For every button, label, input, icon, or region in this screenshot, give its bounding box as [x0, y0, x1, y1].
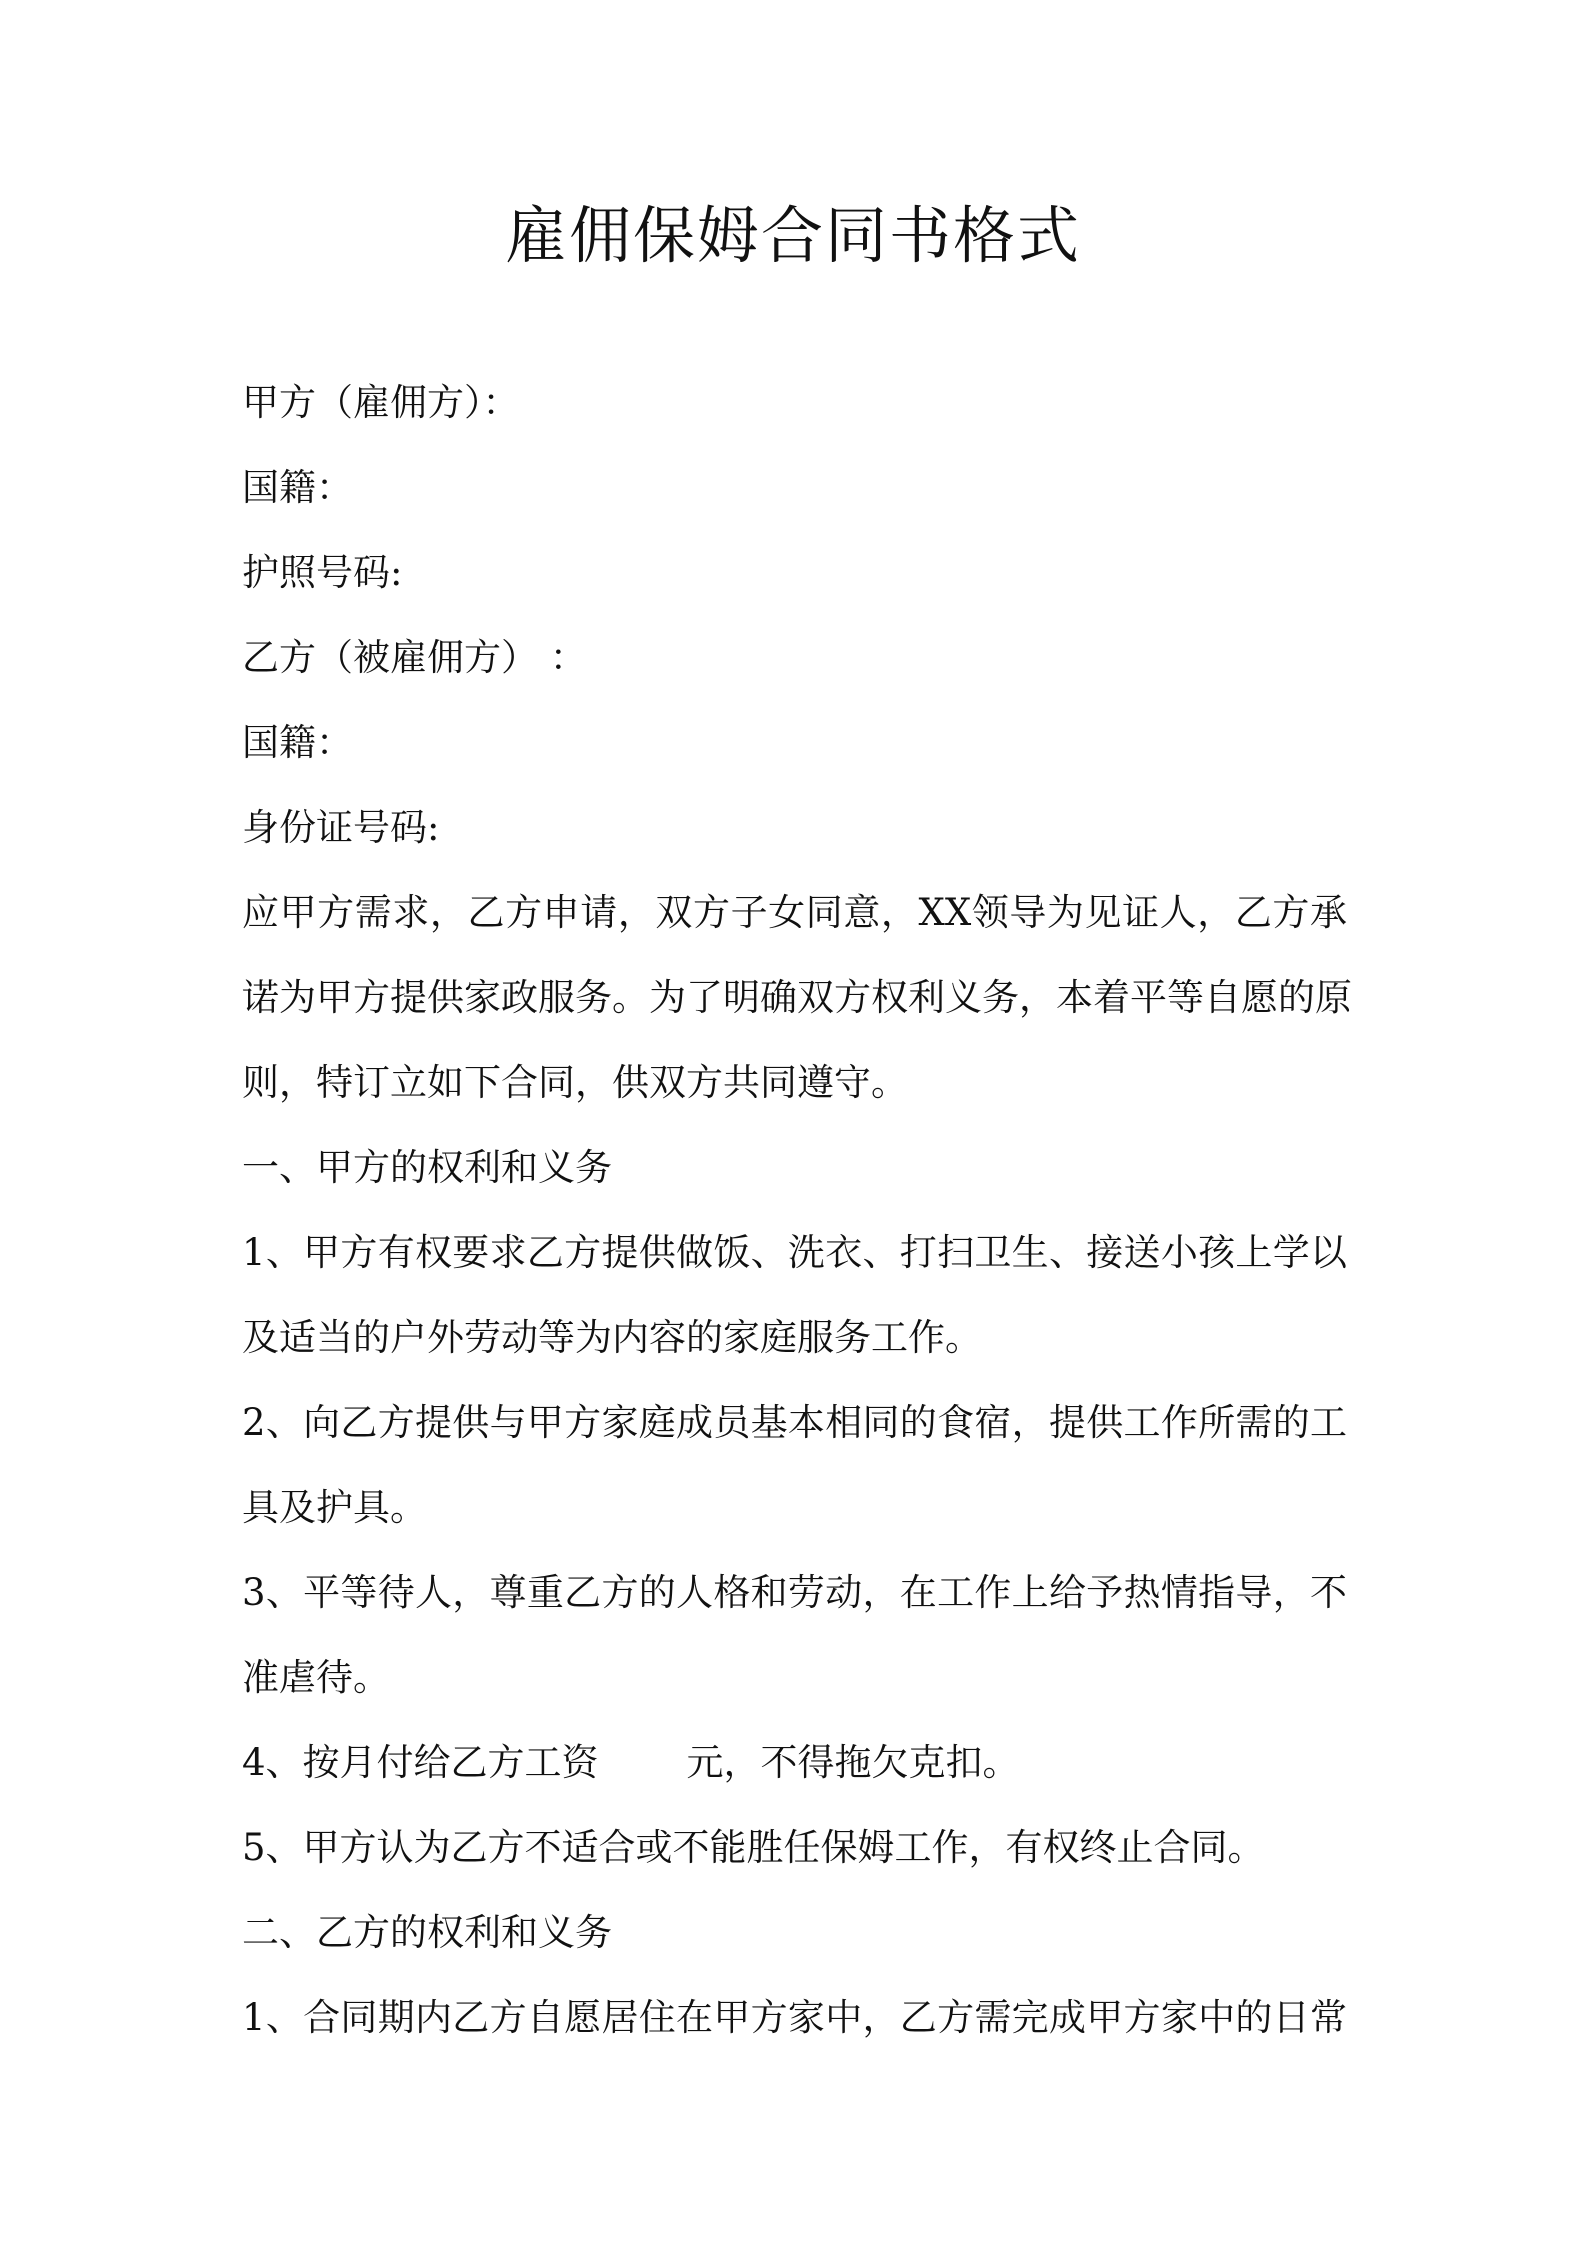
- section-a-item-3-line-2: 准虐待。: [242, 1656, 390, 1699]
- party-b-nationality: 国籍：: [242, 721, 353, 764]
- section-a-item-2-line-2: 具及护具。: [242, 1486, 427, 1529]
- salary-prefix: 4、按月付给乙方工资: [242, 1741, 599, 1784]
- salary-suffix: 元，不得拖欠克扣。: [686, 1741, 1020, 1784]
- intro-line-2: 诺为甲方提供家政服务。为了明确双方权利义务，本着平等自愿的原: [242, 976, 1352, 1019]
- section-b-item-1-line-1: 1、合同期内乙方自愿居住在甲方家中，乙方需完成甲方家中的日常: [242, 1996, 1347, 2039]
- party-a-passport: 护照号码:: [242, 551, 403, 594]
- intro-line-3: 则，特订立如下合同，供双方共同遵守。: [242, 1061, 908, 1104]
- section-a-item-4: [242, 1738, 1020, 1788]
- section-a-item-1-line-1: 1、甲方有权要求乙方提供做饭、洗衣、打扫卫生、接送小孩上学以: [242, 1231, 1347, 1274]
- party-a-nationality: 国籍：: [242, 466, 353, 509]
- section-a-item-3-line-1: 3、平等待人，尊重乙方的人格和劳动，在工作上给予热情指导，不: [242, 1571, 1347, 1614]
- party-b-id: 身份证号码:: [242, 806, 440, 849]
- party-b-label: 乙方（被雇佣方） ：: [242, 636, 587, 679]
- document-title: 雇佣保姆合同书格式: [504, 199, 1081, 272]
- section-a-heading: 一、甲方的权利和义务: [242, 1146, 612, 1189]
- intro-line-1: 应甲方需求，乙方申请，双方子女同意，XX领导为见证人，乙方承: [242, 891, 1347, 934]
- party-a-label: 甲方（雇佣方）：: [242, 381, 520, 424]
- section-a-item-5: 5、甲方认为乙方不适合或不能胜任保姆工作，有权终止合同。: [242, 1826, 1265, 1869]
- section-a-item-1-line-2: 及适当的户外劳动等为内容的家庭服务工作。: [242, 1316, 982, 1359]
- section-a-item-2-line-1: 2、向乙方提供与甲方家庭成员基本相同的食宿，提供工作所需的工: [242, 1401, 1347, 1444]
- section-b-heading: 二、乙方的权利和义务: [242, 1911, 612, 1954]
